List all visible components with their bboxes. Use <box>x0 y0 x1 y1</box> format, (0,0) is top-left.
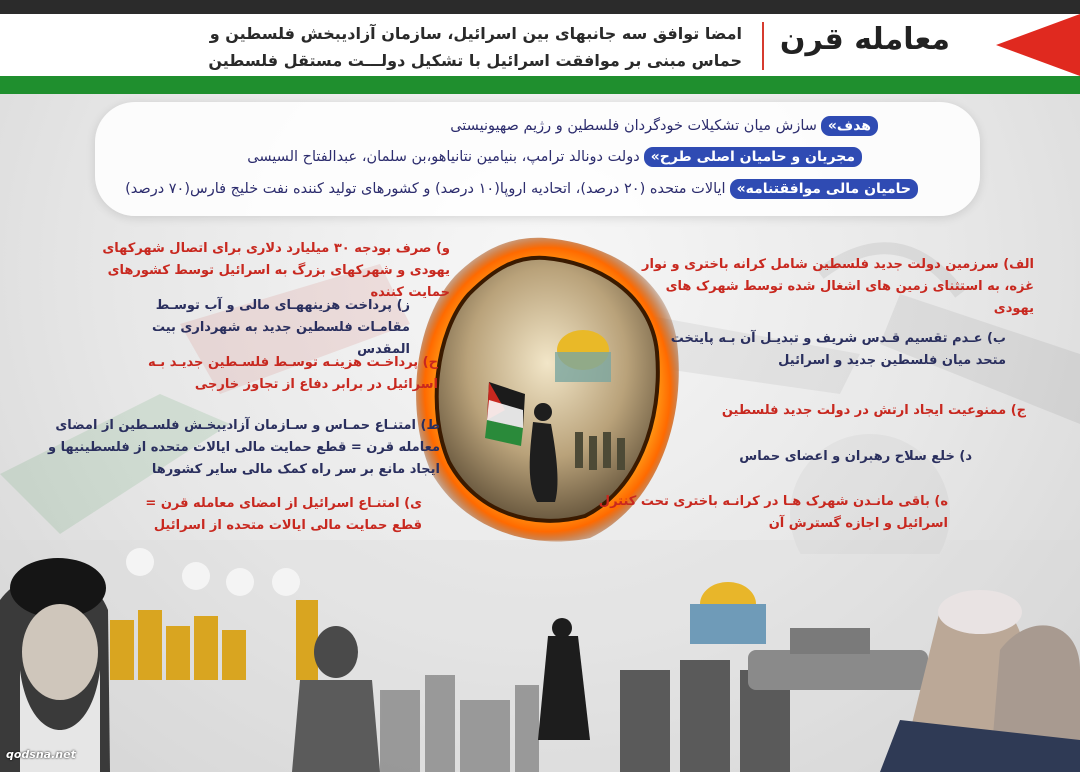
page-subtitle: امضا توافق سه جانبهای بین اسرائیل، سازمان آزادیبخش فلسطین و حماس مبنی بر موافقت اسرائیل با تشکیل دولـــت مستقل فلسطین <box>208 24 742 70</box>
executors-text: دولت دونالد ترامپ، بنیامین نتانیاهو،بن سلمان، عبدالفتاح السیسی <box>247 149 640 165</box>
funders-label: حامیان مالی موافقتنامه» <box>730 179 918 199</box>
funders-line <box>125 179 918 199</box>
goal-text: سازش میان تشکیلات خودگردان فلسطین و رژیم صهیونیستی <box>450 118 817 134</box>
clause-he: ه) باقی مانـدن شهرک هـا در کرانـه باختری تحت کنترل اسرائیل و اجازه گسترش آن <box>598 494 948 531</box>
goal-label: هدف» <box>821 116 878 136</box>
top-dark-bar <box>0 0 1080 14</box>
page-title: معامله قرن <box>779 22 950 57</box>
clause-he2: ح) پرداخـت هزینـه توسـط فلسـطین جدیـد بـه اسرائیل در برابر دفاع از تجاوز خارجی <box>147 355 438 392</box>
clause-ta: ط) امتنـاع حمـاس و سـازمان آزادیبخـش فلسـطین از امضای معامله قرن = قطع حمایت مالی ایالات متحده از فلسطینیها و ایجاد مانع بر سر راه کمک مالی سایر کشورها <box>48 418 440 477</box>
clause-vav: و) صرف بودجه ۳۰ میلیارد دلاری برای اتصال شهرکهای یهودی و شهرکهای بزرگ به اسرائیل توسط کشورهای حمایت کننده <box>102 241 450 300</box>
clause-be: ب) عـدم تقسیم قـدس شریف و تبدیـل آن بـه پایتخت متحد میان فلسطین جدید و اسرائیل <box>670 331 1006 368</box>
title-divider <box>762 22 764 70</box>
bottom-collage <box>0 540 1080 772</box>
executors-line <box>247 147 862 167</box>
clause-alef: الف) سرزمین دولت جدید فلسطین شامل کرانه باختری و نوار غزه، به استثنای زمین های اشغال شده توسط شهرک های یهودی <box>642 257 1034 316</box>
source-watermark: qodsna.net <box>6 748 76 761</box>
clause-jim: ج) ممنوعیت ایجاد ارتش در دولت جدید فلسطین <box>721 403 1026 418</box>
funders-text: ایالات متحده (۲۰ درصد)، اتحادیه اروپا(۱۰ درصد) و کشورهای تولید کننده نفت خلیج فارس(۷۰ درصد) <box>125 181 726 197</box>
clause-dal: د) خلع سلاح رهبران و اعضای حماس <box>739 449 972 464</box>
flag-triangle-icon <box>996 14 1080 76</box>
executors-label: مجریان و حامیان اصلی طرح» <box>644 147 862 167</box>
goal-line <box>450 116 878 136</box>
clause-ye: ی) امتنـاع اسرائیل از امضای معامله قرن = قطع حمایت مالی ایالات متحده از اسرائیل <box>145 496 422 533</box>
green-flag-bar <box>0 76 1080 94</box>
clause-ze: ز) پرداخت هزینههـای مالی و آب توسـط مقامـات فلسطین جدید به شهرداری بیت المقدس <box>151 298 410 357</box>
